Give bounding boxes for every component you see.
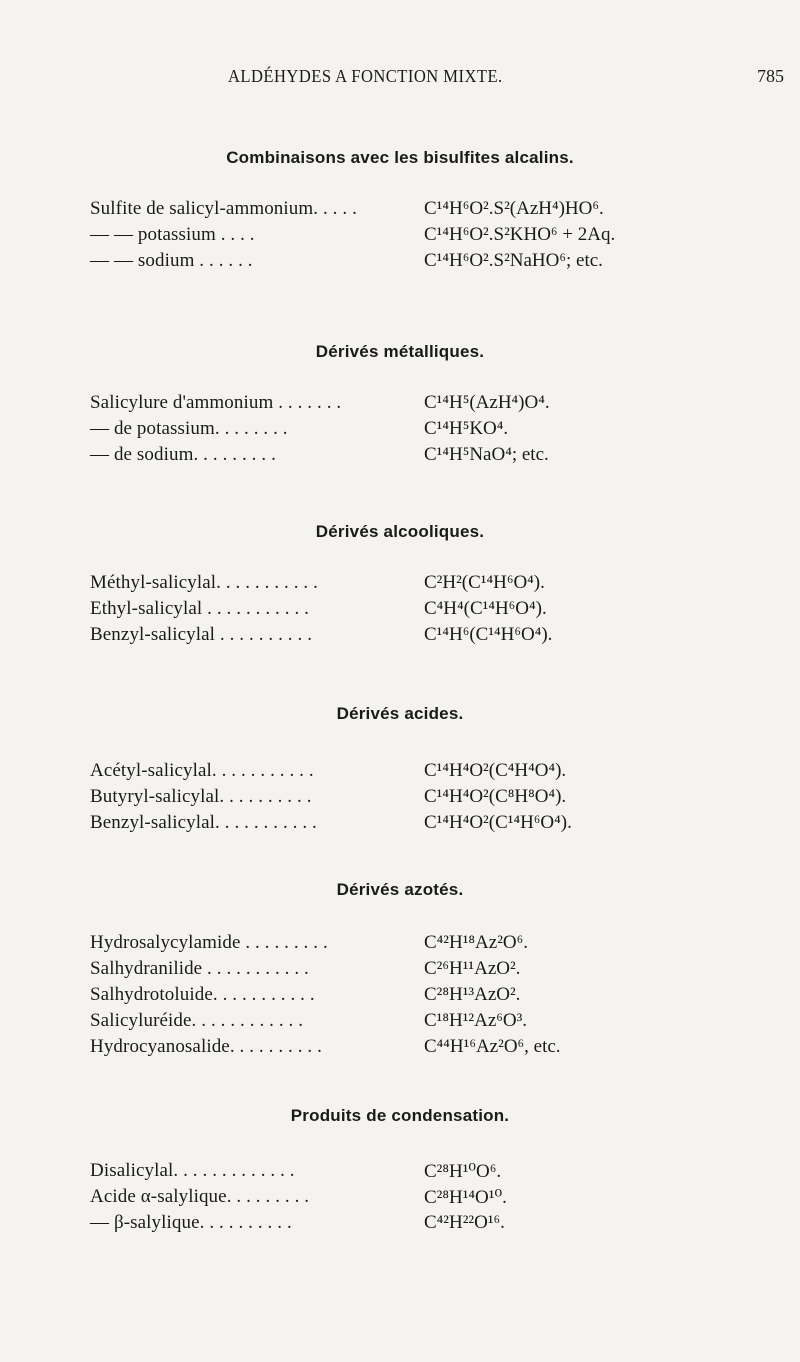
compound-formula: C¹⁴H⁵(AzH⁴)O⁴.	[424, 392, 550, 413]
compound-name: Salicylure d'ammonium . . . . . . .	[90, 392, 342, 413]
list-item	[0, 572, 800, 598]
compound-formula: C¹⁴H⁶(C¹⁴H⁶O⁴).	[424, 624, 553, 645]
compound-formula: C¹⁴H⁶O².S²NaHO⁶; etc.	[424, 250, 603, 271]
compound-formula: C²⁸H¹³AzO².	[424, 984, 521, 1005]
section-title: Dérivés métalliques.	[315, 342, 485, 361]
section-title: Produits de condensation.	[290, 1106, 510, 1125]
list-item	[0, 1212, 800, 1238]
list-item	[0, 1010, 800, 1036]
compound-formula: C¹⁴H⁴O²(C⁸H⁸O⁴).	[424, 786, 567, 807]
section-title: Dérivés acides.	[336, 704, 464, 723]
section-title: Dérivés alcooliques.	[315, 522, 485, 541]
section-metalliques	[0, 340, 800, 470]
compound-name: Benzyl-salicylal . . . . . . . . . .	[90, 624, 313, 645]
list-item	[0, 198, 800, 224]
compound-formula: C¹⁴H⁵KO⁴.	[424, 418, 509, 439]
compound-formula: C¹⁴H⁶O².S²(AzH⁴)HO⁶.	[424, 198, 604, 219]
compound-formula: C⁴H⁴(C¹⁴H⁶O⁴).	[424, 598, 547, 619]
list-item	[0, 984, 800, 1010]
compound-name: Acétyl-salicylal. . . . . . . . . . .	[90, 760, 314, 781]
list-item	[0, 812, 800, 838]
section-azotes	[0, 878, 800, 1062]
compound-name: — — sodium . . . . . .	[90, 250, 253, 271]
list-item	[0, 1160, 800, 1186]
compound-name: Disalicylal. . . . . . . . . . . . .	[90, 1160, 295, 1181]
list-item	[0, 1036, 800, 1062]
compound-name: — de sodium. . . . . . . . .	[90, 444, 276, 465]
section-title: Dérivés azotés.	[336, 880, 464, 899]
compound-name: — de potassium. . . . . . . .	[90, 418, 288, 439]
section-title: Combinaisons avec les bisulfites alcalins.	[226, 148, 574, 167]
compound-formula: C¹⁴H⁴O²(C⁴H⁴O⁴).	[424, 760, 567, 781]
compound-name: Salhydrotoluide. . . . . . . . . . .	[90, 984, 315, 1005]
compound-name: Ethyl-salicylal . . . . . . . . . . .	[90, 598, 309, 619]
compound-formula: C⁴²H²²O¹⁶.	[424, 1212, 505, 1233]
compound-formula: C¹⁴H⁴O²(C¹⁴H⁶O⁴).	[424, 812, 572, 833]
section-alcooliques	[0, 520, 800, 650]
running-title: ALDÉHYDES A FONCTION MIXTE.	[228, 66, 503, 86]
compound-name: Salicyluréide. . . . . . . . . . . .	[90, 1010, 304, 1031]
compound-formula: C²H²(C¹⁴H⁶O⁴).	[424, 572, 545, 593]
list-item	[0, 760, 800, 786]
section-condensation	[0, 1104, 800, 1238]
compound-formula: C¹⁸H¹²Az⁶O³.	[424, 1010, 528, 1031]
list-item	[0, 444, 800, 470]
list-item	[0, 786, 800, 812]
compound-name: Sulfite de salicyl-ammonium. . . . .	[90, 198, 357, 219]
section-bisulfites	[0, 146, 800, 276]
list-item	[0, 250, 800, 276]
compound-name: Méthyl-salicylal. . . . . . . . . . .	[90, 572, 318, 593]
compound-name: Butyryl-salicylal. . . . . . . . . .	[90, 786, 312, 807]
list-item	[0, 958, 800, 984]
compound-name: Salhydranilide . . . . . . . . . . .	[90, 958, 309, 979]
list-item	[0, 932, 800, 958]
compound-name: Hydrocyanosalide. . . . . . . . . .	[90, 1036, 322, 1057]
compound-formula: C²⁶H¹¹AzO².	[424, 958, 521, 979]
list-item	[0, 418, 800, 444]
page-number: 785	[757, 66, 784, 86]
list-item	[0, 1186, 800, 1212]
list-item	[0, 392, 800, 418]
compound-formula: C²⁸H¹⁰O⁶.	[424, 1161, 502, 1182]
compound-formula: C²⁸H¹⁴O¹⁰.	[424, 1187, 507, 1208]
list-item	[0, 624, 800, 650]
compound-name: — β-salylique. . . . . . . . . .	[90, 1212, 292, 1233]
section-acides	[0, 702, 800, 838]
compound-formula: C⁴⁴H¹⁶Az²O⁶, etc.	[424, 1036, 561, 1057]
list-item	[0, 224, 800, 250]
compound-name: Benzyl-salicylal. . . . . . . . . . .	[90, 812, 317, 833]
compound-formula: C¹⁴H⁵NaO⁴; etc.	[424, 444, 549, 465]
compound-name: Acide α-salylique. . . . . . . . .	[90, 1186, 310, 1207]
compound-formula: C⁴²H¹⁸Az²O⁶.	[424, 932, 528, 953]
compound-name: — — potassium . . . .	[90, 224, 255, 245]
page-header	[0, 66, 800, 90]
compound-name: Hydrosalycylamide . . . . . . . . .	[90, 932, 328, 953]
compound-formula: C¹⁴H⁶O².S²KHO⁶ + 2Aq.	[424, 224, 616, 245]
list-item	[0, 598, 800, 624]
